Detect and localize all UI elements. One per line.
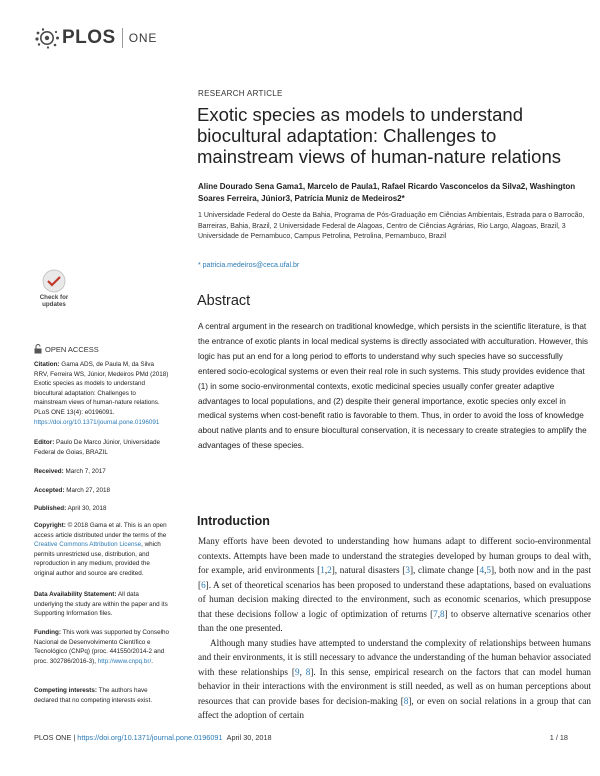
copyright-label: Copyright:	[34, 522, 66, 529]
funding-link[interactable]: http://www.cnpq.br/	[97, 657, 152, 665]
article-title: Exotic species as models to understand biocultural adaptation: Challenges to mainstream views of human-nature relations	[197, 104, 561, 167]
footer-doi-link[interactable]: https://doi.org/10.1371/journal.pone.0196091	[77, 733, 223, 742]
copyright-text: © 2018 Gama et al. This is an open access article distributed under the terms of the	[34, 522, 167, 539]
citation-text: Gama ADS, de Paula M, da Silva RRV, Ferreira WS, Júnior, Medeiros PMd (2018) Exotic species as models to understand biocultural adaptation: Challenges to mainstream views of human-nature relations. PLoS ONE 13(4): e0196091.	[34, 361, 169, 416]
data-availability-block	[34, 590, 169, 619]
received-date: March 7, 2017	[65, 468, 106, 475]
funding-text: This work was supported by Conselho Nacional de Desenvolvimento Científico e Tecnológico (CNPq) (proc. 441550/2014-2 and proc. 302786/2016-3),	[34, 629, 169, 665]
logo-text: PLOS	[62, 27, 116, 48]
editor-text: Paulo De Marco Júnior, Universidade Federal de Goias, BRAZIL	[34, 439, 160, 456]
open-access	[34, 344, 99, 354]
received-label: Received:	[34, 468, 64, 475]
citation-ref[interactable]: 4	[479, 565, 485, 575]
citation-ref[interactable]: 8	[440, 608, 445, 619]
intro-paragraph-1: Many efforts have been devoted to understanding how humans adapt to different socio-environmental contexts. Attempts have been made to understand the strategies developed by human groups to deal with, for example, arid environments [1,2], natural disasters [3], climate change [4,5], both now and in the past [6]. A set of theoretical scenarios has been proposed to understand these adaptations, based on evaluations of human decision making directed to the environment, such as economic scenarios, which presuppose that these decisions follow a logic of optimization of returns [7,8] to observe alternative scenarios other than the one presented.	[198, 536, 592, 633]
page-number: 1 / 18	[549, 733, 568, 742]
citation-block	[34, 360, 169, 427]
introduction-body	[198, 534, 591, 723]
intro-paragraph-2: Although many studies have attempted to understand the complexity of relationships between humans and their environments, it is still necessary to advance the understanding of the human behavior associated with these relationships [9, 8]. In this sense, empirical research on the factors that can model human behavior in their interactions with the environment is still needed, as well as on human perceptions about resources that can provide bases for decision-making [8], or even on social relations in a group that can affect the adoption of certain	[198, 637, 591, 720]
competing-interests-block	[34, 686, 169, 705]
abstract-text: A central argument in the research on traditional knowledge, which persists in the scientific literature, is that the entrance of exotic plants in local medical systems is directly associated with acculturation. However, this logic has put an end for a long period to efforts to understand why such species have so successfully entered socio-ecological systems or even their real role in such systems. This study provides evidence that (1) in some socio-environmental contexts, exotic medicinal species usually confer greater adaptive advantages to local populations, and (2) despite their general importance, exotic species only excel in medical systems when cost-benefit ratio is favorable to them. Thus, in order to avoid the loss of knowledge about native plants and to ensure biocultural conservation, it is necessary to create strategies to amplify the advantages of these species.	[198, 322, 588, 451]
plos-logo-icon	[34, 27, 60, 49]
badge-line1: Check for	[39, 294, 69, 301]
footer-separator: |	[71, 733, 78, 742]
open-lock-icon	[34, 344, 42, 354]
abstract-heading: Abstract	[197, 293, 251, 309]
citation-label: Citation:	[34, 361, 60, 368]
journal-name: ONE	[128, 31, 158, 45]
copyright-block	[34, 521, 169, 579]
footer-citation	[34, 733, 272, 742]
page-footer	[34, 733, 568, 742]
author-list: Aline Dourado Sena Gama1, Marcelo de Paula1, Rafael Ricardo Vasconcelos da Silva2, Washington Soares Ferreira, Júnior3, Patrícia Muniz de Medeiros2*	[198, 182, 576, 203]
email-link[interactable]: * patricia.medeiros@ceca.ufal.br	[198, 262, 300, 269]
data-availability-label: Data Availability Statement:	[34, 591, 117, 598]
received-block	[34, 467, 169, 477]
check-for-updates-badge[interactable]	[34, 268, 74, 310]
published-block	[34, 504, 169, 514]
accepted-label: Accepted:	[34, 487, 65, 494]
editor-label: Editor:	[34, 439, 55, 446]
citation-ref[interactable]: 8	[305, 666, 311, 677]
logo-divider	[122, 28, 123, 48]
copyright-text-end: , which permits unrestricted use, distribution, and reproduction in any medium, provided the original author and source are credited.	[34, 541, 161, 577]
footer-date: April 30, 2018	[226, 733, 272, 742]
data-availability-text: All data underlying the study are within the paper and its Supporting Information files.	[34, 591, 168, 618]
citation-ref[interactable]: 3	[405, 565, 410, 575]
license-link[interactable]: Creative Commons Attribution License	[34, 541, 142, 549]
citation-ref[interactable]: 1	[320, 565, 325, 575]
funding-block: Funding: This work was supported by Conselho Nacional de Desenvolvimento Científico e Tecnológico (CNPq) (proc. 441550/2014-2 and proc. 302786/2016-3), http://www.cnpq.br/.	[34, 629, 169, 665]
competing-interests-label: Competing interests:	[34, 687, 97, 694]
article-type: RESEARCH ARTICLE	[198, 89, 283, 98]
funding-label: Funding:	[34, 629, 61, 636]
citation-ref[interactable]: 8	[403, 695, 409, 706]
footer-journal: PLOS ONE	[34, 733, 72, 742]
corresponding-email	[198, 262, 299, 269]
accepted-block	[34, 486, 169, 496]
editor-block	[34, 438, 169, 457]
published-label: Published:	[34, 505, 67, 512]
citation-ref[interactable]: 6	[201, 579, 206, 590]
introduction-heading: Introduction	[197, 514, 270, 528]
competing-interests-text: The authors have declared that no competing interests exist.	[34, 687, 152, 704]
citation-ref[interactable]: 7	[433, 608, 438, 619]
citation-ref[interactable]: 9	[294, 666, 300, 677]
published-date: April 30, 2018	[67, 505, 107, 512]
badge-line2: updates	[42, 301, 66, 308]
citation-doi-link[interactable]: https://doi.org/10.1371/journal.pone.0196091	[34, 418, 160, 426]
plos-logo[interactable]	[34, 26, 157, 50]
open-access-label: OPEN ACCESS	[45, 344, 99, 354]
affiliations: 1 Universidade Federal do Oeste da Bahia, Programa de Pós-Graduação em Ciências Ambientais, Estrada para o Barrocão, Barreiras, Bahia, Brazil, 2 Universidade Federal de Alagoas, Centro de Ciências Agrárias, Rio Largo, Alagoas, Brazil, 3 Universidade de Pernambuco, Campus Petrolina, Petrolina, Pernambuco, Brazil	[198, 212, 585, 240]
citation-ref[interactable]: 2	[327, 565, 332, 575]
accepted-date: March 27, 2018	[66, 487, 110, 494]
citation-ref[interactable]: 5	[486, 565, 491, 575]
